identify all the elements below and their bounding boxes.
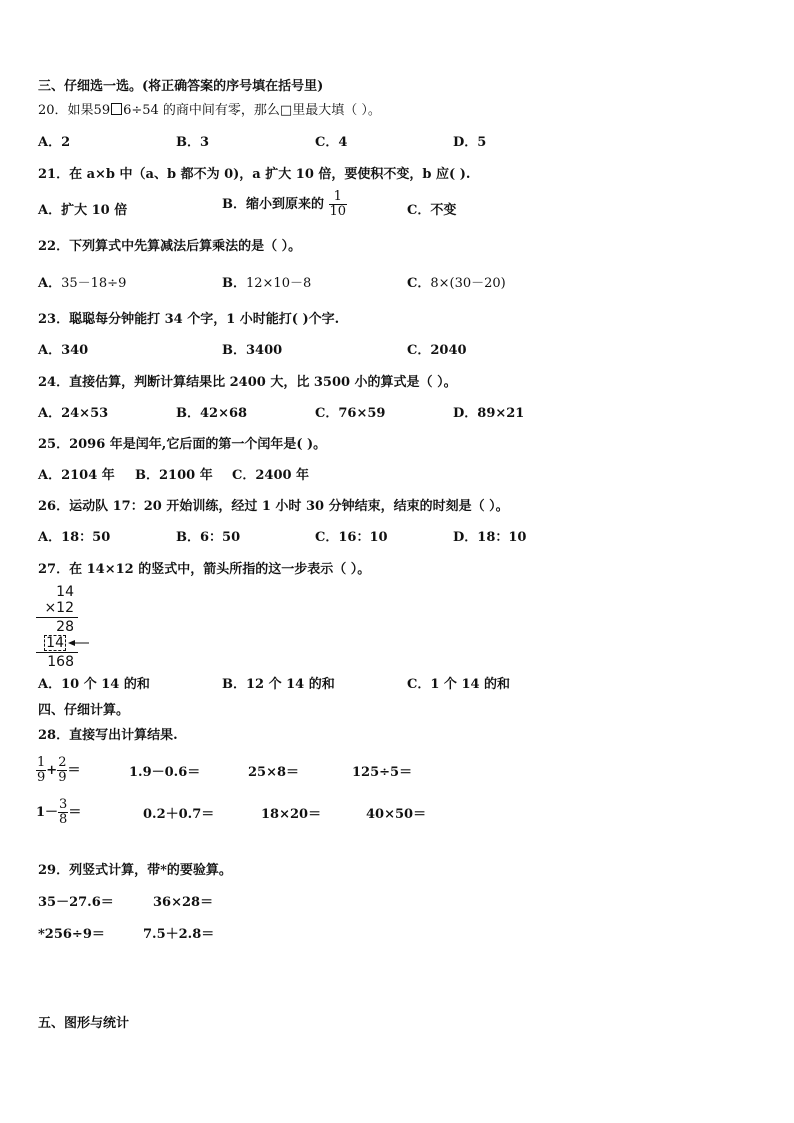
plus-sign: + xyxy=(46,763,58,778)
question-23: 23．聪聪每分钟能打 34 个字，1 小时能打( )个字. xyxy=(38,312,340,327)
section-4-title: 四、仔细计算。 xyxy=(38,703,130,718)
vertical-calc-item: 36×28＝ xyxy=(153,895,214,910)
q22-option-c[interactable] xyxy=(407,275,506,293)
q24-option-b[interactable]: B．42×68 xyxy=(176,406,248,421)
q25-option-c[interactable]: C．2400 年 xyxy=(232,468,310,483)
q25-option-a[interactable]: A．2104 年 xyxy=(38,468,115,483)
q22-option-a[interactable] xyxy=(38,275,126,293)
question-25: 25．2096 年是闰年,它后面的第一个闰年是( )。 xyxy=(38,437,327,452)
question-27: 27．在 14×12 的竖式中，箭头所指的这一步表示（ ）。 xyxy=(38,562,371,577)
blank-box-icon xyxy=(111,103,122,115)
q22-expr-c: 8×(30－20) xyxy=(430,276,506,291)
fraction-numerator: 3 xyxy=(59,797,68,812)
vertical-product: 168 xyxy=(47,654,74,670)
vertical-partial-2-highlight: 14 xyxy=(46,635,64,651)
calc-item: 1.9－0.6＝ xyxy=(129,765,201,780)
q21-option-c[interactable]: C．不变 xyxy=(407,203,457,218)
question-22: 22．下列算式中先算减法后算乘法的是（ ）。 xyxy=(38,239,302,254)
fraction-one-tenth xyxy=(329,190,348,219)
question-21: 21．在 a×b 中（a、b 都不为 0)，a 扩大 10 倍，要使积不变，b 应( ). xyxy=(38,167,471,182)
q26-option-d[interactable]: D．18：10 xyxy=(453,530,527,545)
vertical-rule-2 xyxy=(36,652,78,653)
equals-sign: ＝ xyxy=(68,805,82,820)
q21-option-b[interactable] xyxy=(222,190,347,219)
q24-option-c[interactable]: C．76×59 xyxy=(315,406,386,421)
q26-option-b[interactable]: B．6：50 xyxy=(176,530,241,545)
q20-stem-b: 6÷54 的商中间有零，那么□里最大填（ ）。 xyxy=(123,103,381,118)
calc-item: 125÷5＝ xyxy=(352,765,413,780)
section-3-title: 三、仔细选一选。(将正确答案的序号填在括号里) xyxy=(38,79,324,94)
fraction-denominator: 8 xyxy=(59,812,68,827)
q24-option-a[interactable]: A．24×53 xyxy=(38,406,109,421)
q22-label-a: A． xyxy=(38,276,62,291)
q21-option-a[interactable]: A．扩大 10 倍 xyxy=(38,203,128,218)
q24-option-d[interactable]: D．89×21 xyxy=(453,406,525,421)
fraction-numerator: 1 xyxy=(329,190,348,205)
fraction-numerator: 2 xyxy=(58,755,67,770)
q22-option-b[interactable] xyxy=(222,275,311,293)
q27-option-b[interactable]: B．12 个 14 的和 xyxy=(222,677,335,692)
equals-sign: ＝ xyxy=(67,763,81,778)
fraction-numerator: 1 xyxy=(37,755,46,770)
vertical-calc-item: 35－27.6＝ xyxy=(38,895,114,910)
q20-option-c[interactable]: C．4 xyxy=(315,135,348,150)
question-20 xyxy=(38,102,381,120)
fraction-two-ninths xyxy=(57,756,67,785)
q21-option-b-text: B．缩小到原来的 xyxy=(222,197,324,212)
q23-option-c[interactable]: C．2040 xyxy=(407,343,467,358)
calc-item: 18×20＝ xyxy=(261,807,322,822)
calc-fraction-diff xyxy=(36,798,81,827)
question-24: 24．直接估算，判断计算结果比 2400 大，比 3500 小的算式是（ ）。 xyxy=(38,375,457,390)
fraction-denominator: 9 xyxy=(58,770,67,785)
fraction-three-eighths xyxy=(58,798,68,827)
fraction-one-ninth xyxy=(36,756,46,785)
vertical-multiplicand: 14 xyxy=(56,584,74,600)
vertical-rule-1 xyxy=(36,617,78,618)
vertical-calc-item: *256÷9＝ xyxy=(38,927,105,942)
q27-option-c[interactable]: C．1 个 14 的和 xyxy=(407,677,511,692)
question-26: 26．运动队 17：20 开始训练，经过 1 小时 30 分钟结束，结束的时刻是（ ）。 xyxy=(38,499,509,514)
q22-label-b: B． xyxy=(222,276,246,291)
arrow-left-icon xyxy=(68,638,90,648)
vertical-multiplier: ×12 xyxy=(44,600,74,616)
vertical-partial-1: 28 xyxy=(56,619,74,635)
q27-option-a[interactable]: A．10 个 14 的和 xyxy=(38,677,150,692)
fraction-denominator: 10 xyxy=(329,204,347,219)
q25-option-b[interactable]: B．2100 年 xyxy=(135,468,213,483)
q20-option-a[interactable]: A．2 xyxy=(38,135,71,150)
vertical-multiplication xyxy=(32,584,94,670)
calc-fraction-sum xyxy=(36,756,80,785)
q26-option-a[interactable]: A．18：50 xyxy=(38,530,111,545)
vertical-calc-item: 7.5＋2.8＝ xyxy=(143,927,215,942)
q22-label-c: C． xyxy=(407,276,431,291)
q23-option-b[interactable]: B．3400 xyxy=(222,343,283,358)
question-29: 29．列竖式计算，带*的要验算。 xyxy=(38,863,232,878)
q22-expr-b: 12×10－8 xyxy=(246,276,312,291)
q23-option-a[interactable]: A．340 xyxy=(38,343,89,358)
calc-item: 0.2＋0.7＝ xyxy=(143,807,215,822)
calc-item: 25×8＝ xyxy=(248,765,300,780)
q26-option-c[interactable]: C．16：10 xyxy=(315,530,388,545)
q20-option-d[interactable]: D．5 xyxy=(453,135,487,150)
fraction-denominator: 9 xyxy=(37,770,46,785)
q22-expr-a: 35－18÷9 xyxy=(61,276,127,291)
q20-option-b[interactable]: B．3 xyxy=(176,135,210,150)
whole-minus: 1－ xyxy=(36,805,59,820)
q20-stem-a: 20．如果59 xyxy=(38,103,111,118)
section-5-title: 五、图形与统计 xyxy=(38,1016,130,1031)
calc-item: 40×50＝ xyxy=(366,807,427,822)
question-28: 28．直接写出计算结果. xyxy=(38,728,178,743)
